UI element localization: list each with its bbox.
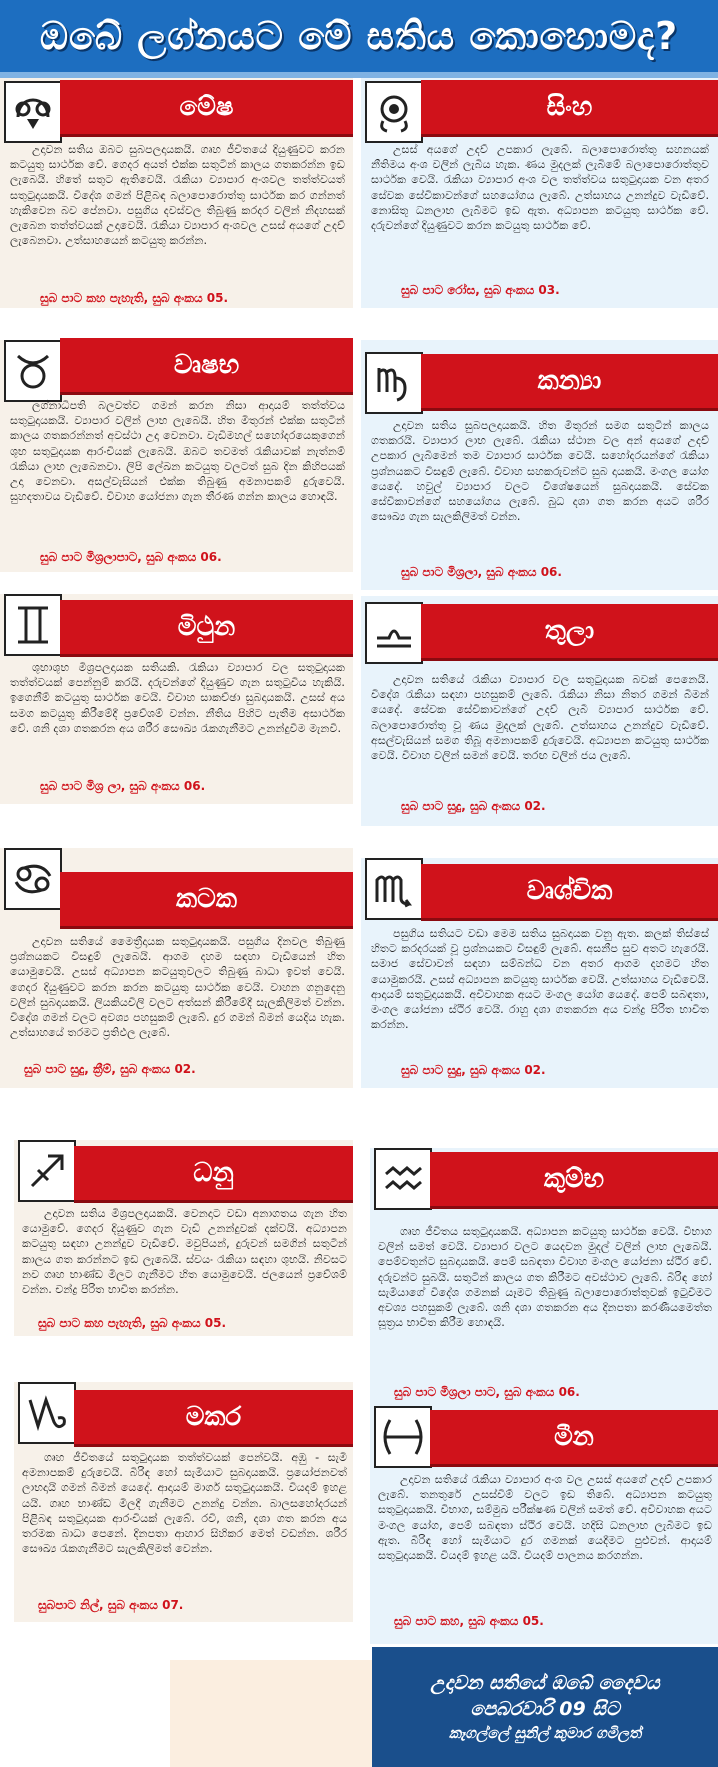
sign-title-mesha: මේෂ [60, 80, 353, 137]
footer-background [170, 1660, 372, 1767]
byline-date: පෙබරවාරි 09 සිට [470, 1698, 620, 1720]
lion-icon [365, 81, 423, 143]
lucky-makara: සුබපාට නිල්, සුබ අංකය 07. [38, 1598, 184, 1612]
sign-title-kataka: කටක [60, 872, 353, 929]
sign-text-tula: උදාවන සතියේ රැකියා ව්‍යාපාර වල සතුටුදායක බවක් පෙනෙයි. විදේශ රැකියා සඳහා පහසුකම් ලැබේ. රැකියා නිසා නිතර ගමන් බිමන් යෙදේ. සේවක සේවිකාවන්ගේ උදව් ලැබී ව්‍යාපාර සාර්ථක වේ. බලාපොරොත්තු වූ ණය මුදලක් ලැබේ. උත්සාහය උනන්දුව වැඩිවේ. අසල්වැසියන් සමග තිබූ අමනාපකම් දුරුවෙයි. අධ්‍යාපන කටයුතු සාර්ථක වෙයි. විවාහ වලින් සමන් වෙයි. තරඟ වලින් ජය ලැබේ. [371, 673, 709, 763]
section-kumbha [370, 1148, 718, 1410]
sign-text-vrushchika: පසුගිය සතියට වඩා මෙම සතිය සුබදායක වනු ඇත. කලක් තිස්සේ හිතට කරදරයක් වූ ප්‍රශ්නයකට විසඳුම් ලැබේ. අසනීප සුව අතට හැරෙයි. සමාජ සේවාවන් සඳහා සම්බන්ධ වන අතර ආගම දහමට හිත යොමුකරයි. උසස් අධ්‍යාපන කටයුතු සාර්ථක වෙයි. උත්සාහය වැඩිවෙයි. ආදායම් සතුටුදායකයි. අවිවාහක අයට මංගල යෝග යෙදේ. පෙම් සබඳතා, මංගල යෝජනා ස්ථිර වෙයි. රාහු දශා ගතකරන අය චන්ද්‍ර පිරිත භාවිත කරන්න. [371, 927, 709, 1032]
lucky-tula: සුබ පාට සුදු, සුබ අංකය 02. [401, 799, 546, 813]
section-mithuna [0, 594, 353, 804]
scales-icon [365, 602, 423, 664]
lucky-vrushchika: සුබ පාට සුදු, සුබ අංකය 02. [401, 1063, 546, 1077]
bull-icon [4, 340, 62, 402]
water-bearer-icon [374, 1148, 432, 1210]
byline-author: කෑගල්ලේ සුනිල් කුමාර ගමිලත් [448, 1724, 642, 1742]
sign-title-vrushchika: වෘශ්චික [421, 864, 718, 921]
section-dhanu [14, 1140, 353, 1336]
section-makara [14, 1382, 353, 1622]
sign-text-kanya: උදාවන සතිය සුබපලදායකයි. හිත මිතුරන් සමග සතුටින් කාලය ගතකරයි. ව්‍යාපාර ලාභ ලැබේ. රැකියා ස්ථාන වල අන් අයගේ උදව් උපකාර ලැබීමෙන් තම ව්‍යාපාර සාර්ථක වෙයි. සහෝදරයන්ගේ රැකියා ප්‍රශ්නයකට විසඳුම් ලැබේ. විවාහ සහකරුවන්ට සුබ දායකයි. මංගල යෝග යෙදේ. හවුල් ව්‍යාපාර වලට විශේෂයෙන් සුබදායකයි. සේවක සේවිකාවන්ගේ සහයෝගය ලැබේ. බුධ දශා ගත කරන අයට ශරීර සෞඛ්‍ය ගැන සැලකිලිමත් වන්න. [371, 419, 709, 524]
ram-icon [4, 81, 62, 143]
archer-icon [18, 1140, 76, 1202]
sign-text-kataka: උදාවන සතියේ මෛත්‍රීදායක සතුටුදායකයි. පසුගිය දිනවල තිබුණු ප්‍රශ්නයකට විසඳුම් ලැබෙයි. ආගම දහම සඳහා වැඩියෙන් හිත යොමුවෙයි. උසස් අධ්‍යාපන කටයුතුවලට තිබුණු බාධා ඉවත් වෙයි. ගෙදර දියුණුවට කරන කරන කටයුතු සාර්ථක වෙයි. වාහන ගනුදෙනු වලින් සුබදායකයි. ලියකියවිලි වලට අත්සන් කිරීමේදී සැලකිලිමත් වන්න. විදේශ ගමන් වලට අවශ්‍ය පහසුකම් ලැබේ. දුර ගමන් බිමන් යෙදිය හැක. උත්සාහයේ තරමට ප්‍රතිඵල ලැබේ. [10, 935, 345, 1040]
sign-text-vrushabha: ලග්නාධිපති බලවත්ව ගමන් කරන නිසා ආදායම් තත්ත්වය සතුටුදායකයි. ව්‍යාපාර වලින් ලාභ ලැබෙයි. හිත මිතුරන් එක්ක සතුටින් කාලය ගතකරන්නත් අවස්ථා උදා වෙනවා. වැඩිමහල් සහෝදරයෙකුගෙන් ශුභ සතුටුදායක ආරංචියක් ලැබෙයි. ඔබට තවමත් රැකියාවක් නැත්නම් රැකියා ලාභ ලැබෙනවා. ලිපි ලේඛන කටයුතු වලටත් සුබ දින කිහිපයක් උදා වෙනවා. අසල්වැසියන් එක්ක තිබුණු අමනාපකම් දුරුවෙයි. සුහදතාවය වැඩිවේ. විවාහ යෝජනා ගැන තීරණ ගන්න කාලය හොඳයි. [10, 399, 345, 504]
sign-title-mithuna: මිථුන [60, 600, 353, 657]
sign-title-tula: තුලා [421, 604, 718, 661]
sign-title-simha: සිංහ [421, 80, 718, 137]
sign-text-dhanu: උදාවන සතිය මිශ්‍රපලදායකයි. වෙනදාට වඩා අනාගතය ගැන හිත යොමුවේ. ගෙදර දියුණුව ගැන වැඩි උනන්දුවක් දක්වයි. අධ්‍යාපන කටයුතු සඳහා උනන්දුව වැඩිවේ. මවුපියන්, දුරුවන් සමගින් සතුටින් කාලය ගත කරන්නට ඉඩ ලැබෙයි. ස්වයං රැකියා සඳහා ශුභයි. නිවසට නව ගෘහ භාණ්ඩ මිලට ගැනීමට හිත යොමුවෙයි. ජලයෙන් ප්‍රවේශම් වන්න. චන්ද්‍ර පිරිත භාවිත කරන්න. [22, 1207, 347, 1297]
crab-icon [4, 848, 62, 910]
section-kanya [361, 340, 718, 590]
sign-text-kumbha: ගෘහ ජීවිතය සතුටුදායකයි. අධ්‍යාපන කටයුතු සාර්ථක වෙයි. විභාග වලින් සමත් වෙයි. ව්‍යාපාර වලට යෙදවන මුදල් වලින් ලාභ ලැබෙයි. පෙම්වතුන්ට සුබදායකයි. පෙම් සබඳතා විවාහ මංගල යෝජනා ස්ථිර වේ. දරුවන්ට සුබයි. සතුටින් කාලය ගත කිරීමට අවස්ථාව ලැබේ. බිරිඳ හෝ සැමියාගේ විදේශ ගමනක් යෑමට තිබුණු බලාපොරොත්තුවක් ඉටුවීමට අවශ්‍ය පහසුකම් ලැබේ. ශනි දශා ගතකරන අය දිනපතා කරණීයමෙත්ත සූත්‍රය භාවිත කිරීම හොඳයි. [378, 1225, 712, 1330]
byline-banner [372, 1647, 718, 1767]
sign-text-mithuna: ශුභාශුභ මිශ්‍රපලදායක සතියකි. රැකියා ව්‍යාපාර වල සතුටුදායක තත්ත්වයක් පෙන්නුම් කරයි. දරුවන්ගේ දියුණුව ගැන සතුටුවිය හැකියි. ඉගෙනීම් කටයුතු සාර්ථක වෙයි. විවාහ සාකච්ඡා සුබදායකයි. උසස් අය සමග කටයුතු කිරීමේදී ප්‍රවේශම් වන්න. නීතිය පිහිට පැතීම අසාර්ථක වේ. ශනි දශා ගතකරන අය ශරීර සෞඛ්‍ය රැකගැනීමට උනන්දුවීම මැනවී. [10, 661, 345, 735]
page-title: ඔබේ ලග්නයට මේ සතිය කොහොමද? [0, 0, 718, 72]
section-meena [370, 1406, 718, 1644]
section-vrushabha [0, 340, 353, 572]
scorpion-icon [365, 858, 423, 920]
section-vrushchika [361, 858, 718, 1088]
section-tula [361, 596, 718, 826]
lucky-kataka: සුබ පාට සුදු, ක්‍රීම්, සුබ අංකය 02. [24, 1062, 196, 1076]
lucky-mesha: සුබ පාට කහ පැහැති, සුබ අංකය 05. [40, 291, 229, 305]
sign-text-makara: ගෘහ ජීවිතයේ සතුටුදායක තත්ත්වයක් පෙන්වයි. අඹු - සැමි අමනාපකම් දුරුවෙයි. බිරිඳ හෝ සැමියාට සුබදායකයි. ප්‍රයෝජනවත් ලාභදායි ගමන් බිමන් යෙදේ. ආදායම් මාර්ග සතුටුදායකයි. වියදම් ඉහළ යයි. ගෘහ භාණ්ඩ මිලදී ගැනීමට උනන්දු වන්න. බාලසහෝදරයන් පිළිබඳ සතුටුදායක ආරංචියක් ලැබේ. රවි, ශනි, දශා ගත කරන අය තරමක බාධා පෙනේ. දිනපතා ආහාර සිහිකර මෙත් වඩන්න. ශරීර සෞඛ්‍ය රැකගැනීමට සැලකිලිමත් වෙන්න. [22, 1451, 347, 1556]
twins-icon [4, 594, 62, 656]
lucky-kumbha: සුබ පාට මිශ්‍රලා පාට, සුබ අංකය 06. [394, 1385, 580, 1399]
sign-title-kumbha: කුම්භ [430, 1152, 718, 1209]
section-kataka [0, 848, 353, 1088]
sign-text-mesha: උදාවන සතිය ඔබට සුබපලදායකයි. ගෘහ ජීවිතයේ දියුණුවට කරන කටයුතු සාර්ථක වේ. ගෙදර අයත් එක්ක සතුටින් කාලය ගතකරන්න ඉඩ ලැබෙයි. හිතේ සතුට ඇතිවෙයි. රැකියා ව්‍යාපාර අංශවල තත්ත්වයත් සතුටුදායකයි. විදේශ ගමන් පිළිබඳ බලාපොරොත්තු සාර්ථක කර ගන්නත් හැකිවෙන බව පේනවා. පසුගිය දවස්වල තිබුණු කරදර වලින් නිදහසක් ලැබෙන තත්ත්වයක් උදාවෙයි. රැකියා ව්‍යාපාර අංශවල උසස් අයගේ උදව් ලැබෙනවා. උත්සාහයෙන් කටයුතු කරන්න. [10, 143, 345, 248]
sign-title-dhanu: ධනු [74, 1146, 353, 1203]
lucky-simha: සුබ පාට රෝස, සුබ අංකය 03. [401, 283, 560, 297]
sign-title-makara: මකර [74, 1390, 353, 1447]
fish-icon [374, 1406, 432, 1468]
lucky-meena: සුබ පාට කහ, සුබ අංකය 05. [394, 1614, 544, 1628]
lucky-vrushabha: සුබ පාට මිශ්‍රලාපාට, සුබ අංකය 06. [40, 550, 222, 564]
sign-title-kanya: කන්‍යා [421, 354, 718, 411]
maiden-icon [365, 352, 423, 414]
lucky-mithuna: සුබ පාට මිශ්‍ර ලා, සුබ අංකය 06. [40, 779, 206, 793]
sea-goat-icon [18, 1382, 76, 1444]
sign-title-vrushabha: වෘෂභ [60, 338, 353, 395]
section-mesha [0, 78, 353, 308]
sign-text-meena: උදාවන සතියේ රැකියා ව්‍යාපාර අංශ වල උසස් අයගේ උදව් උපකාර ලැබේ. තනතුරේ උසස්වීම් වලට ඉඩ තිබේ. අධ්‍යාපන කටයුතු සතුටුදායකයි. විභාග, සම්මුඛ පරීක්ෂණ වලින් සමත් වේ. අවිවාහක අයට මංගල යෝග, පෙම් සබඳතා ස්ථිර වෙයි. හදිසි ධනලාභ ලැබීමට ඉඩ ඇත. බිරිඳ හෝ සැමියාට දුර ගමනක් යෙදීමට පුළුවන්. ආදායම් සතුටුදායකයි. වියදම් ඉහළ යයි. වියදම් පාලනය කරගන්න. [378, 1473, 712, 1563]
lucky-kanya: සුබ පාට මිශ්‍රලා, සුබ අංකය 06. [401, 565, 562, 579]
byline-title: උදාවන සතියේ ඔබේ දෛවය [430, 1672, 660, 1694]
lucky-dhanu: සුබ පාට කහ පැහැති, සුබ අංකය 05. [38, 1316, 227, 1330]
sign-text-simha: උසස් අයගේ උදව් උපකාර ලැබේ. බලාපොරොත්තු සහනයක් නීතිමය අංශ වලින් ලැබිය හැක. ණය මුදලක් ලැබීමේ බලාපොරොත්තුව සාර්ථක වෙයි. රැකියා ව්‍යාපාර අංශ වල තත්ත්වය සතුටුදායක වන අතර සේවක සේවිකාවන්ගේ සහයෝගය ලැබේ. උත්සාහය උනන්දුව වැඩිවේ. නොසිතූ ධනලාභ ලැබීමට ඉඩ ඇත. අධ්‍යාපන කටයුතු සාර්ථක වේ. දරුවන්ගේ දියුණුවට කරන කටයුතු සාර්ථක වේ. [371, 143, 709, 233]
section-simha [361, 78, 718, 308]
sign-title-meena: මීන [430, 1410, 718, 1467]
